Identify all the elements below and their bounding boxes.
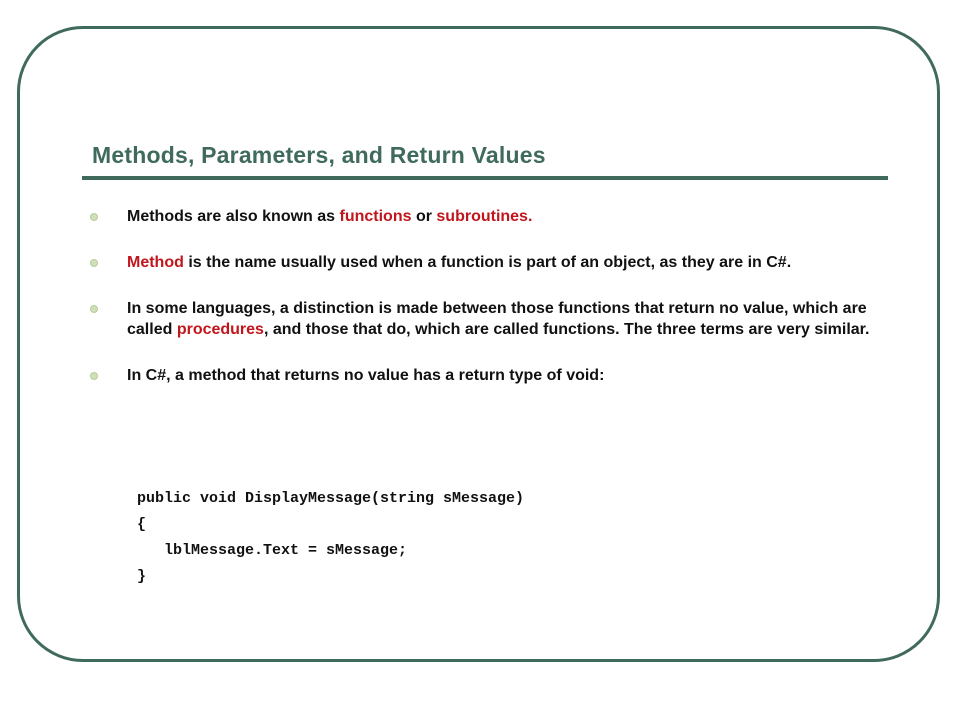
bullet-list: [90, 206, 870, 411]
bullet-text-part: or: [411, 208, 437, 225]
bullet-icon: [90, 259, 98, 267]
code-line: lblMessage.Text = sMessage;: [137, 542, 408, 559]
highlighted-term: functions: [339, 208, 412, 225]
bullet-icon: [90, 213, 98, 221]
code-line: public void DisplayMessage(string sMessage): [137, 490, 525, 507]
bullet-text-part: Methods are also known as: [127, 208, 340, 225]
bullet-item: [90, 206, 870, 227]
title-underline: [82, 176, 888, 180]
code-line: {: [137, 516, 147, 533]
bullet-text-part: In some languages, a distinction is made between those functions that return no value, which are called: [127, 300, 867, 338]
highlighted-term: procedures: [176, 321, 264, 338]
highlighted-term: Method: [127, 254, 184, 271]
bullet-icon: [90, 305, 98, 313]
bullet-text-part: , and those that do, which are called functions. The three terms are very similar.: [263, 321, 870, 338]
bullet-text-part: In C#, a method that returns no value has a return type of void:: [127, 367, 605, 384]
highlighted-term: subroutines.: [436, 208, 533, 225]
code-block: [137, 488, 524, 592]
bullet-icon: [90, 372, 98, 380]
code-line: }: [137, 568, 147, 585]
bullet-text-part: is the name usually used when a function is part of an object, as they are in C#.: [183, 254, 792, 271]
bullet-item: [90, 365, 870, 386]
slide-title: Methods, Parameters, and Return Values: [92, 142, 546, 168]
bullet-item: [90, 252, 870, 273]
bullet-item: [90, 298, 870, 340]
